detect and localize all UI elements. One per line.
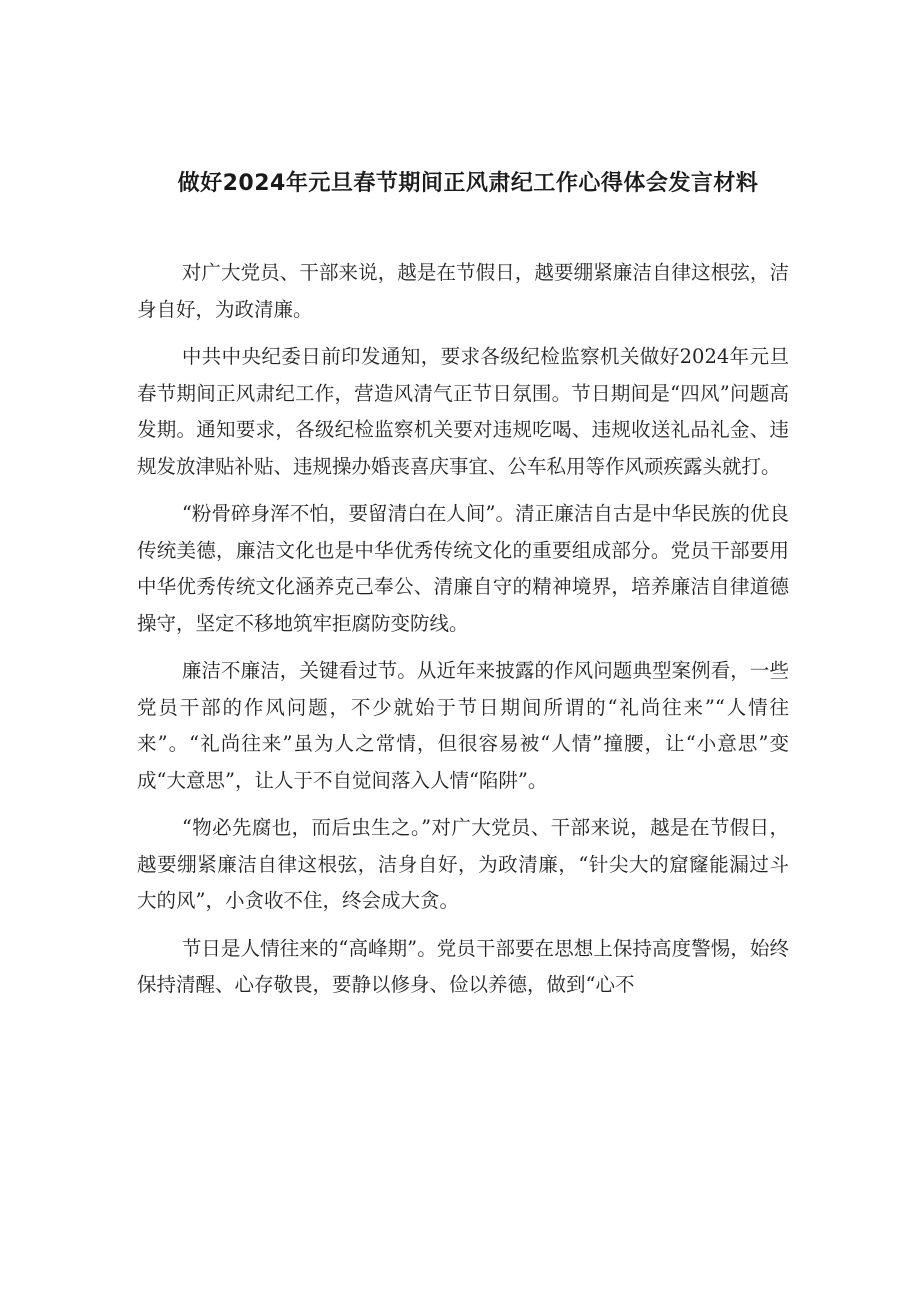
paragraph-2: 中共中央纪委日前印发通知，要求各级纪检监察机关做好2024年元旦春节期间正风肃纪工作，营造风清气正节日氛围。节日期间是“四风”问题高发期。通知要求，各级纪检监察机关要对违规吃喝、违规收送礼品礼金、违规发放津贴补贴、违规操办婚丧喜庆事宜、公车私用等作风顽疾露头就打。: [137, 345, 789, 478]
document-title: 做好2024年元旦春节期间正风肃纪工作心得体会发言材料: [177, 171, 759, 196]
paragraph-6: 节日是人情往来的“高峰期”。党员干部要在思想上保持高度警惕，始终保持清醒、心存敬畏，要静以修身、俭以养德，做到“心不: [137, 936, 789, 996]
paragraph-4: 廉洁不廉洁，关键看过节。从近年来披露的作风问题典型案例看，一些党员干部的作风问题，不少就始于节日期间所谓的“礼尚往来”“人情往来”。“礼尚往来”虽为人之常情，但很容易被“人情”撞腰，让“小意思”变成“大意思”，让人于不自觉间落入人情“陷阱”。: [137, 659, 789, 792]
paragraph-3: “粉骨碎身浑不怕，要留清白在人间”。清正廉洁自古是中华民族的优良传统美德，廉洁文化也是中华优秀传统文化的重要组成部分。党员干部要用中华优秀传统文化涵养克己奉公、清廉自守的精神境界，培养廉洁自律道德操守，坚定不移地筑牢拒腐防变防线。: [137, 502, 789, 635]
document-body: [137, 255, 789, 1004]
paragraph-5: “物必先腐也，而后虫生之。”对广大党员、干部来说，越是在节假日，越要绷紧廉洁自律这根弦，洁身自好，为政清廉，“针尖大的窟窿能漏过斗大的风”，小贪收不住，终会成大贪。: [137, 816, 789, 912]
paragraph-1: 对广大党员、干部来说，越是在节假日，越要绷紧廉洁自律这根弦，洁身自好，为政清廉。: [137, 261, 789, 321]
